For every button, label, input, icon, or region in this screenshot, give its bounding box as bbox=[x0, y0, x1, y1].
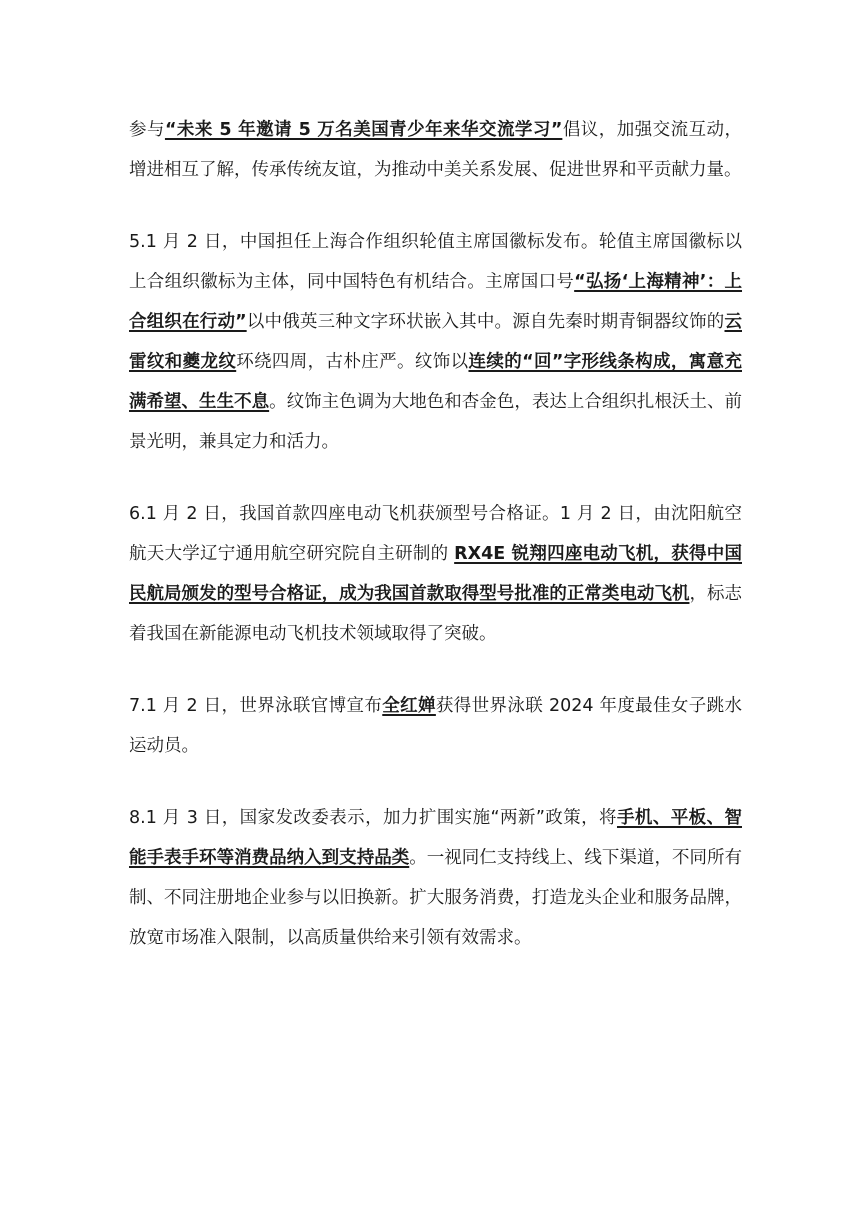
text-segment: 5.1 月 2 日，中国担任上海合作组织轮值主席国徽标发布。轮值主席国徽标以上合组织徽标为主体，同中国特色有机结合。主席国口号 bbox=[129, 232, 742, 292]
emphasis-segment: 手机、平板、智能手表手环等消费品纳入到支持品类 bbox=[129, 808, 742, 868]
text-segment: 7.1 月 2 日，世界泳联官博宣布 bbox=[129, 696, 383, 716]
text-segment: 获得世界泳联 2024 年度最佳女子跳水运动员。 bbox=[129, 696, 743, 756]
text-segment: 。纹饰主色调为大地色和杏金色，表达上合组织扎根沃土、前景光明，兼具定力和活力。 bbox=[129, 392, 743, 452]
emphasis-segment: 连续的“回”字形线条构成，寓意充满希望、生生不息 bbox=[129, 352, 742, 412]
text-segment: 以中俄英三种文字环状嵌入其中。源自先秦时期青铜器纹饰的 bbox=[246, 312, 725, 332]
emphasis-segment: 云雷纹和夔龙纹 bbox=[129, 312, 742, 372]
text-segment: 倡议，加强交流互动，增进相互了解，传承传统友谊，为推动中美关系发展、促进世界和平贡献力量。 bbox=[129, 120, 743, 180]
text-segment: 环绕四周，古朴庄严。纹饰以 bbox=[236, 352, 469, 372]
emphasis-segment: 全红婵 bbox=[382, 696, 436, 716]
paragraph-item-7 bbox=[129, 686, 742, 766]
paragraph-item-5 bbox=[129, 222, 742, 462]
paragraph-item-8 bbox=[129, 798, 742, 958]
emphasis-segment: “弘扬‘上海精神’：上合组织在行动” bbox=[129, 272, 743, 332]
text-segment: 参与 bbox=[129, 120, 165, 140]
emphasis-segment: RX4E 锐翔四座电动飞机，获得中国民航局颁发的型号合格证，成为我国首款取得型号批准的正常类电动飞机 bbox=[129, 544, 742, 604]
text-segment: 8.1 月 3 日，国家发改委表示，加力扩围实施“两新”政策，将 bbox=[129, 808, 617, 828]
paragraph-intro-continuation bbox=[129, 110, 742, 190]
emphasis-segment: “未来 5 年邀请 5 万名美国青少年来华交流学习” bbox=[164, 120, 563, 140]
text-segment: ，标志着我国在新能源电动飞机技术领域取得了突破。 bbox=[129, 584, 742, 644]
text-segment: 6.1 月 2 日，我国首款四座电动飞机获颁型号合格证。1 月 2 日，由沈阳航空航天大学辽宁通用航空研究院自主研制的 bbox=[129, 504, 742, 564]
text-segment: 。一视同仁支持线上、线下渠道，不同所有制、不同注册地企业参与以旧换新。扩大服务消费，打造龙头企业和服务品牌，放宽市场准入限制，以高质量供给来引领有效需求。 bbox=[129, 848, 742, 948]
paragraph-item-6 bbox=[129, 494, 742, 654]
